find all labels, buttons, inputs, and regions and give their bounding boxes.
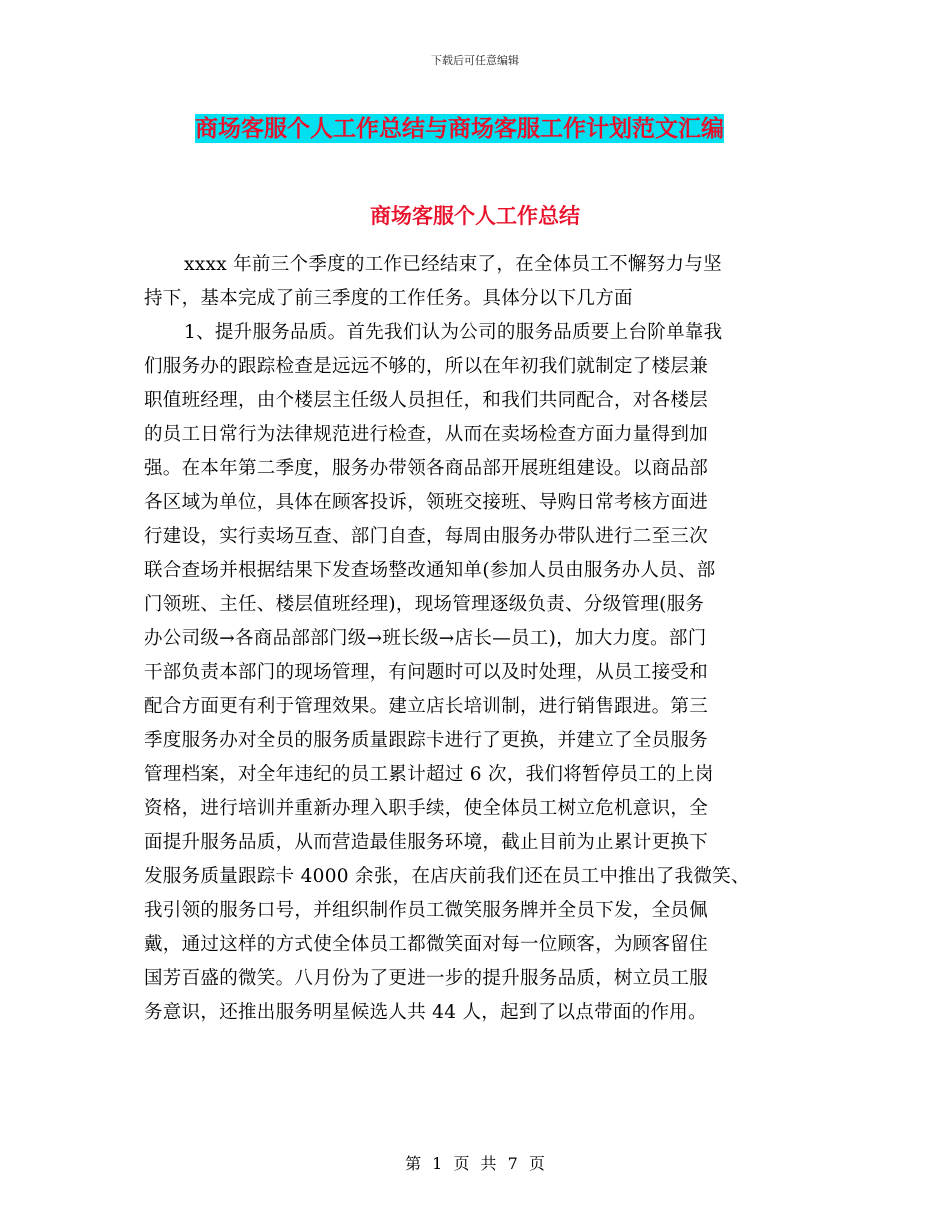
paragraph-line: 的员工日常行为法律规范进行检查，从而在卖场检查方面力量得到加 xyxy=(144,424,709,445)
section-title: 商场客服个人工作总结 xyxy=(370,203,580,228)
paragraph-line: 办公司级→各商品部部门级→班长级→店长—员工)，加大力度。部门 xyxy=(144,628,707,649)
paragraph-line: xxxx 年前三个季度的工作已经结束了，在全体员工不懈努力与坚 xyxy=(184,254,722,275)
paragraph-line: 发服务质量跟踪卡 4000 余张，在店庆前我们还在员工中推出了我微笑、 xyxy=(144,866,750,887)
paragraph-line: 戴，通过这样的方式使全体员工都微笑面对每一位顾客，为顾客留住 xyxy=(144,934,709,955)
paragraph-line: 资格，进行培训并重新办理入职手续，使全体员工树立危机意识，全 xyxy=(144,798,709,819)
document-main-title xyxy=(195,112,802,146)
paragraph-line: 1、提升服务品质。首先我们认为公司的服务品质要上台阶单靠我 xyxy=(184,322,723,343)
body-text xyxy=(144,248,816,1030)
paragraph-line: 务意识，还推出服务明星候选人共 44 人，起到了以点带面的作用。 xyxy=(144,1002,707,1023)
paragraph-line: 强。在本年第二季度，服务办带领各商品部开展班组建设。以商品部 xyxy=(144,458,709,479)
paragraph-line: 国芳百盛的微笑。八月份为了更进一步的提升服务品质，树立员工服 xyxy=(144,968,709,989)
paragraph-line: 联合查场并根据结果下发查场整改通知单(参加人员由服务办人员、部 xyxy=(144,560,716,581)
paragraph-line: 干部负责本部门的现场管理，有问题时可以及时处理，从员工接受和 xyxy=(144,662,709,683)
paragraph-line: 我引领的服务口号，并组织制作员工微笑服务牌并全员下发，全员佩 xyxy=(144,900,709,921)
paragraph-line: 季度服务办对全员的服务质量跟踪卡进行了更换，并建立了全员服务 xyxy=(144,730,709,751)
paragraph-line: 面提升服务品质，从而营造最佳服务环境，截止目前为止累计更换下 xyxy=(144,832,709,853)
paragraph-line: 们服务办的跟踪检查是远远不够的，所以在年初我们就制定了楼层兼 xyxy=(144,356,709,377)
paragraph-line: 门领班、主任、楼层值班经理)，现场管理逐级负责、分级管理(服务 xyxy=(144,594,705,615)
page-number-footer: 第 1 页 共 7 页 xyxy=(405,1154,545,1173)
paragraph-line: 行建设，实行卖场互查、部门自查，每周由服务办带队进行二至三次 xyxy=(144,526,709,547)
paragraph-line: 持下，基本完成了前三季度的工作任务。具体分以下几方面 xyxy=(144,288,633,309)
paragraph-line: 配合方面更有利于管理效果。建立店长培训制，进行销售跟进。第三 xyxy=(144,696,709,717)
paragraph-line: 管理档案，对全年违纪的员工累计超过 6 次，我们将暂停员工的上岗 xyxy=(144,764,714,785)
header-note: 下载后可任意编辑 xyxy=(431,54,519,67)
main-title-highlight: 商场客服个人工作总结与商场客服工作计划范文汇编 xyxy=(195,115,724,142)
paragraph-line: 各区域为单位，具体在顾客投诉，领班交接班、导购日常考核方面进 xyxy=(144,492,709,513)
paragraph-line: 职值班经理，由个楼层主任级人员担任，和我们共同配合，对各楼层 xyxy=(144,390,709,411)
